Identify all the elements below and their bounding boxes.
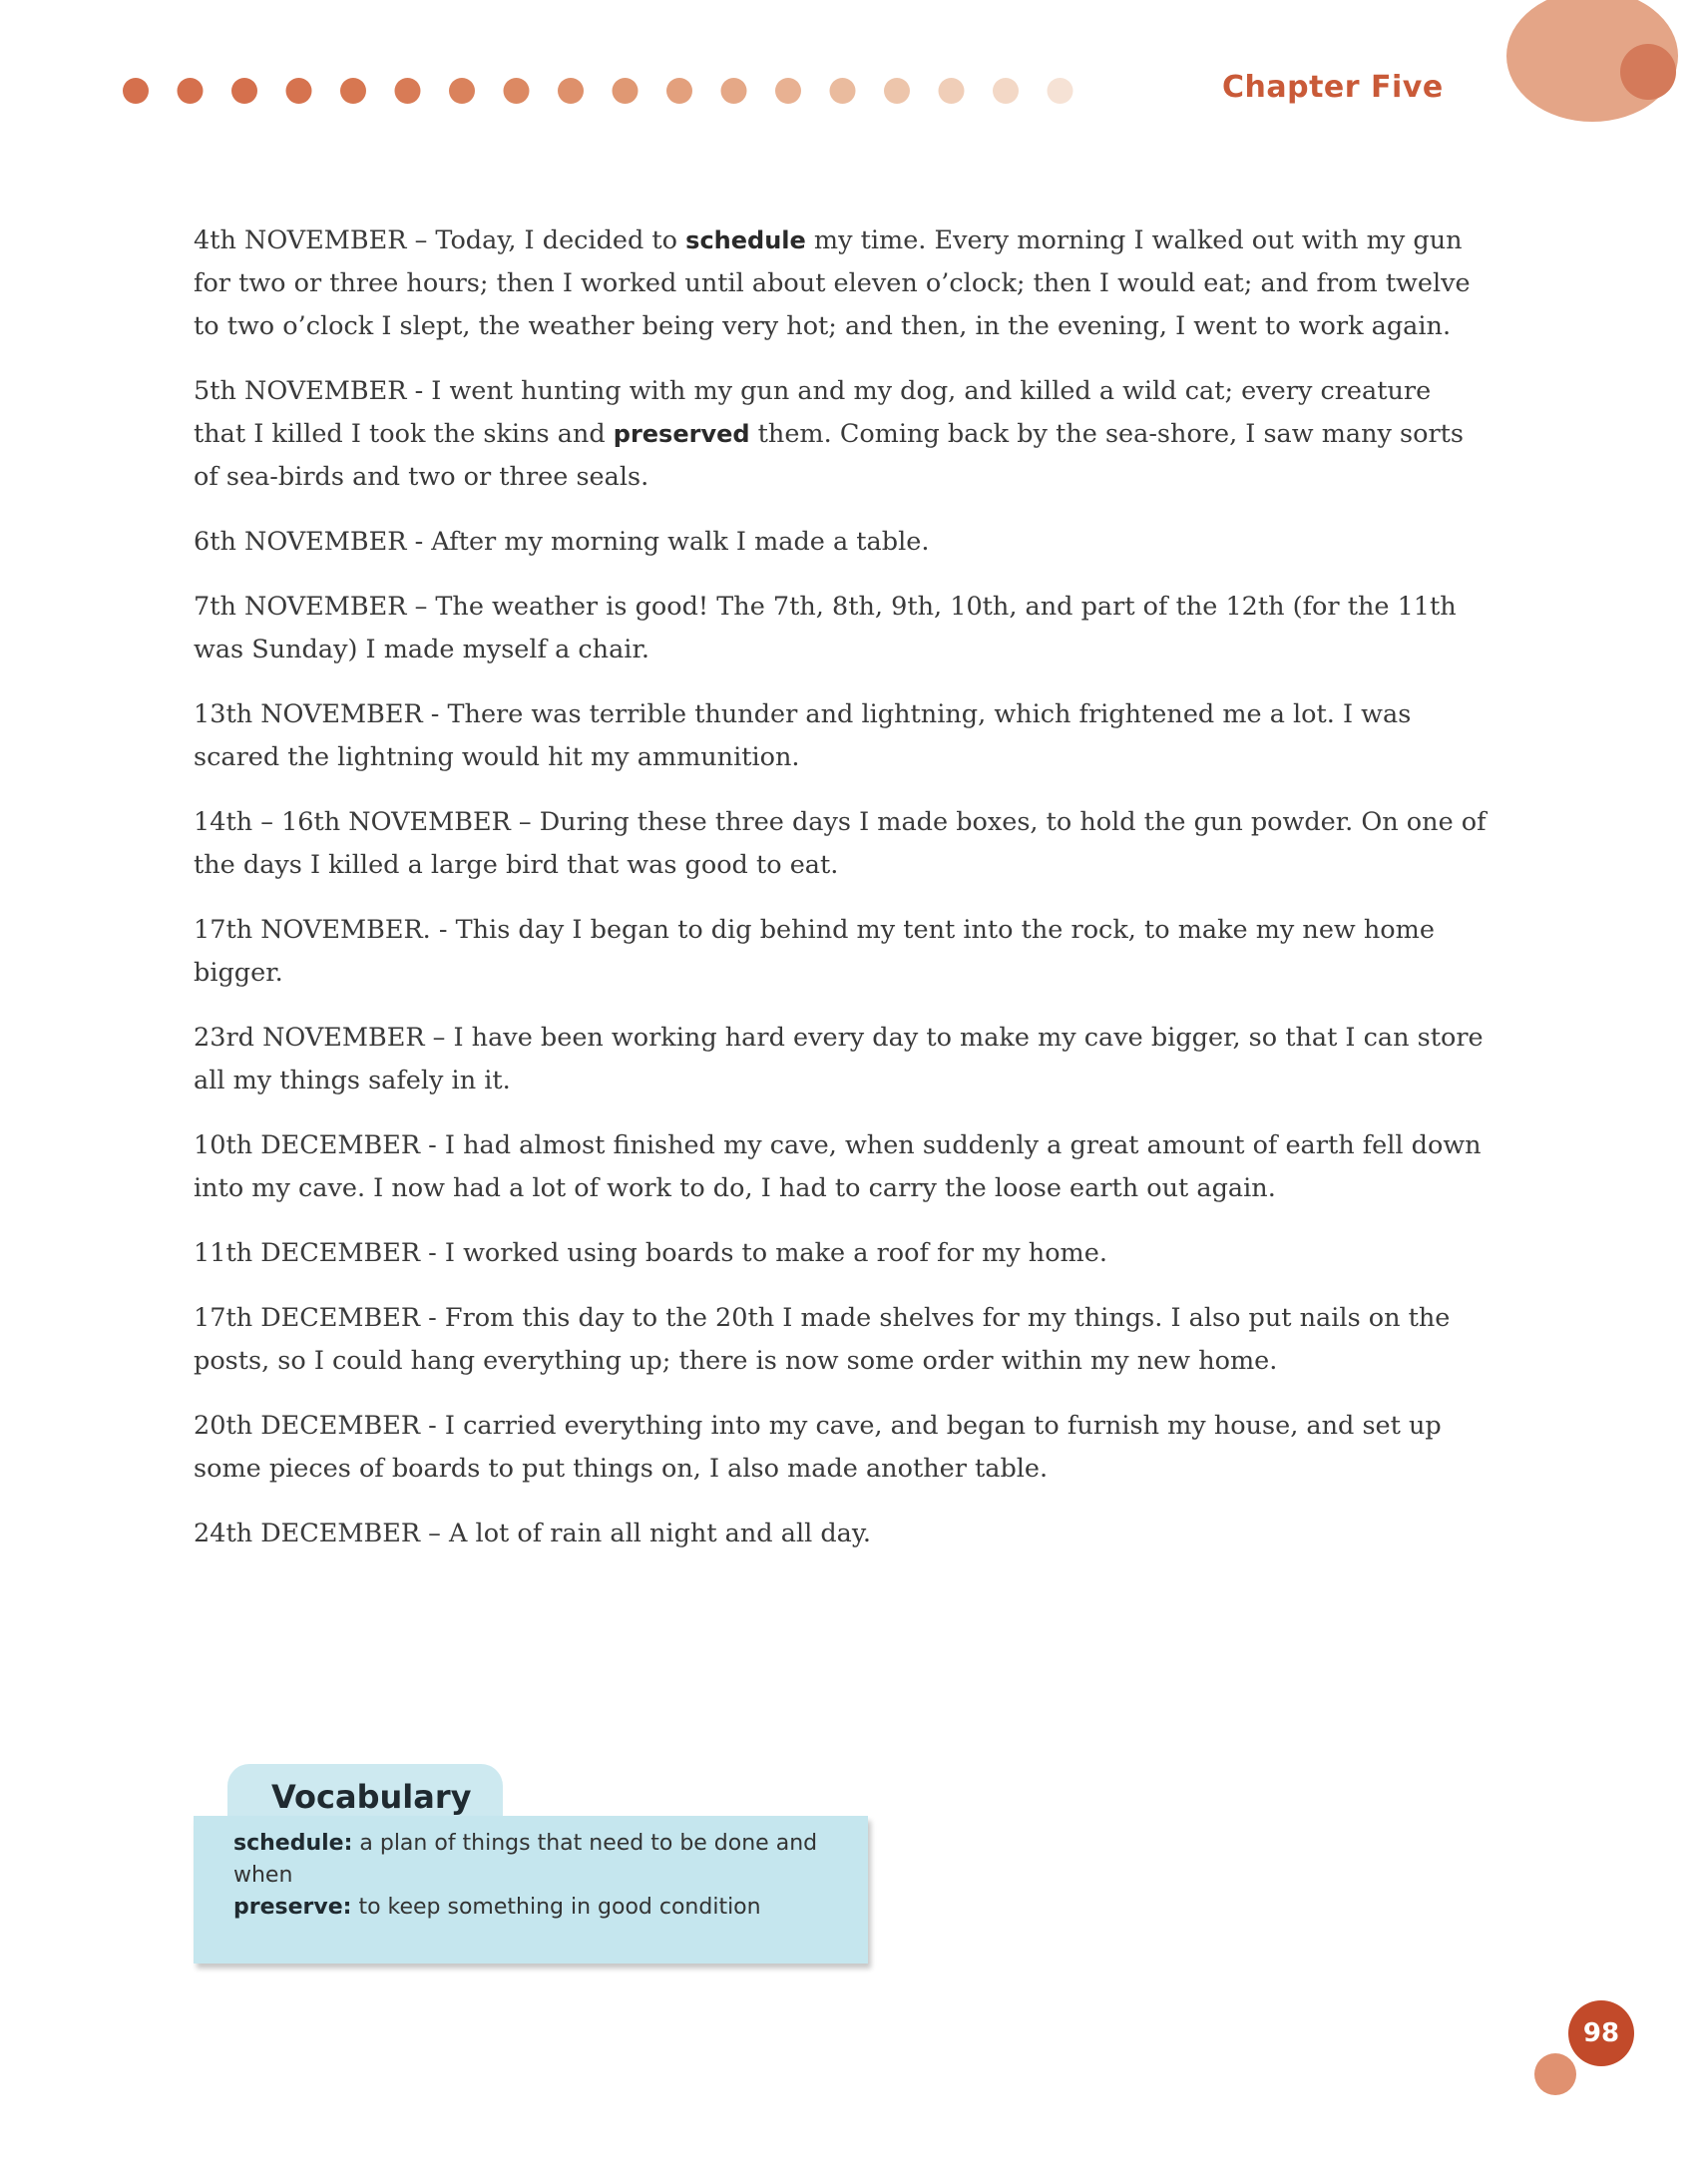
entry-text: 24th DECEMBER – A lot of rain all night and all day. (194, 1519, 872, 1548)
entry-text: 20th DECEMBER - I carried everything into my cave, and began to furnish my house, and set up some pieces of boards to put things on, I also made another table. (194, 1411, 1442, 1484)
diary-entry (194, 370, 1491, 499)
diary-entry (194, 1513, 1491, 1555)
diary-entry (194, 521, 1491, 564)
vocabulary-list (233, 1828, 832, 1924)
diary-entry (194, 219, 1491, 348)
diary-entry (194, 1405, 1491, 1491)
diary-entry (194, 909, 1491, 995)
entry-text: 23rd NOVEMBER – I have been working hard every day to make my cave bigger, so that I can store all my things safely in it. (194, 1023, 1484, 1095)
corner-circle-small (1620, 44, 1676, 100)
header-dot (830, 78, 856, 104)
vocabulary-item (233, 1892, 832, 1924)
header-dot-row (0, 0, 1157, 120)
entry-text: 10th DECEMBER - I had almost finished my cave, when suddenly a great amount of earth fell down into my cave. I now had a lot of work to do, I had to carry the loose earth out again. (194, 1130, 1482, 1203)
header-dot (231, 78, 257, 104)
vocabulary-term: schedule: (233, 1831, 353, 1856)
vocabulary-title: Vocabulary (271, 1778, 472, 1816)
header-dot (286, 78, 312, 104)
vocabulary-word: preserved (613, 420, 750, 448)
diary-entry (194, 1232, 1491, 1275)
header-dot (775, 78, 801, 104)
entry-text: 17th DECEMBER - From this day to the 20th I made shelves for my things. I also put nails on the posts, so I could hang everything up; there is now some order within my new home. (194, 1303, 1451, 1376)
header-dot (504, 78, 530, 104)
header-dot (178, 78, 204, 104)
header-dot (884, 78, 910, 104)
diary-entry (194, 693, 1491, 779)
entry-text: 4th NOVEMBER – Today, I decided to (194, 225, 686, 255)
entry-text: 7th NOVEMBER – The weather is good! The 7th, 8th, 9th, 10th, and part of the 12th (for the 11th was Sunday) I made myself a chair. (194, 592, 1457, 664)
header-dot (558, 78, 584, 104)
header-dot (993, 78, 1019, 104)
header-dot (613, 78, 639, 104)
vocabulary-definition: to keep something in good condition (351, 1895, 761, 1920)
header-dot (721, 78, 747, 104)
entry-text: them. Coming back by the sea-shore, I saw many sorts of sea-birds and two or three seals. (194, 419, 1464, 492)
entry-text: 6th NOVEMBER - After my morning walk I made a table. (194, 527, 930, 557)
header-dot (449, 78, 475, 104)
diary-entry (194, 1017, 1491, 1102)
diary-entry (194, 1124, 1491, 1210)
entry-text: my time. Every morning I walked out with my gun for two or three hours; then I worked until about eleven o’clock; then I would eat; and from twelve to two o’clock I slept, the weather being very hot; and then, in the evening, I went to work again. (194, 225, 1471, 341)
entry-text: 13th NOVEMBER - There was terrible thunder and lightning, which frightened me a lot. I was scared the lightning would hit my ammunition. (194, 699, 1412, 772)
vocabulary-definition: a plan of things that need to be done and when (233, 1831, 818, 1888)
entry-text: 14th – 16th NOVEMBER – During these three days I made boxes, to hold the gun powder. On one of the days I killed a large bird that was good to eat. (194, 807, 1487, 880)
entry-text: 17th NOVEMBER. - This day I began to dig behind my tent into the rock, to make my new home bigger. (194, 915, 1435, 988)
entry-text: 11th DECEMBER - I worked using boards to make a roof for my home. (194, 1238, 1107, 1268)
header-dot (395, 78, 421, 104)
diary-entry (194, 586, 1491, 671)
diary-entries (194, 219, 1491, 1577)
vocabulary-item (233, 1828, 832, 1892)
page-number-circle-small (1534, 2053, 1576, 2095)
vocabulary-word: schedule (685, 226, 806, 254)
header-dot (1048, 78, 1073, 104)
diary-entry (194, 1297, 1491, 1383)
entry-text: 5th NOVEMBER - I went hunting with my gun and my dog, and killed a wild cat; every creature that I killed I took the skins and (194, 376, 1432, 449)
header-dot (666, 78, 692, 104)
diary-entry (194, 801, 1491, 887)
header-dot (340, 78, 366, 104)
page-number: 98 (1568, 2000, 1634, 2066)
chapter-title: Chapter Five (1222, 70, 1444, 105)
vocabulary-term: preserve: (233, 1895, 352, 1920)
header-dot (123, 78, 149, 104)
header-dot (939, 78, 965, 104)
